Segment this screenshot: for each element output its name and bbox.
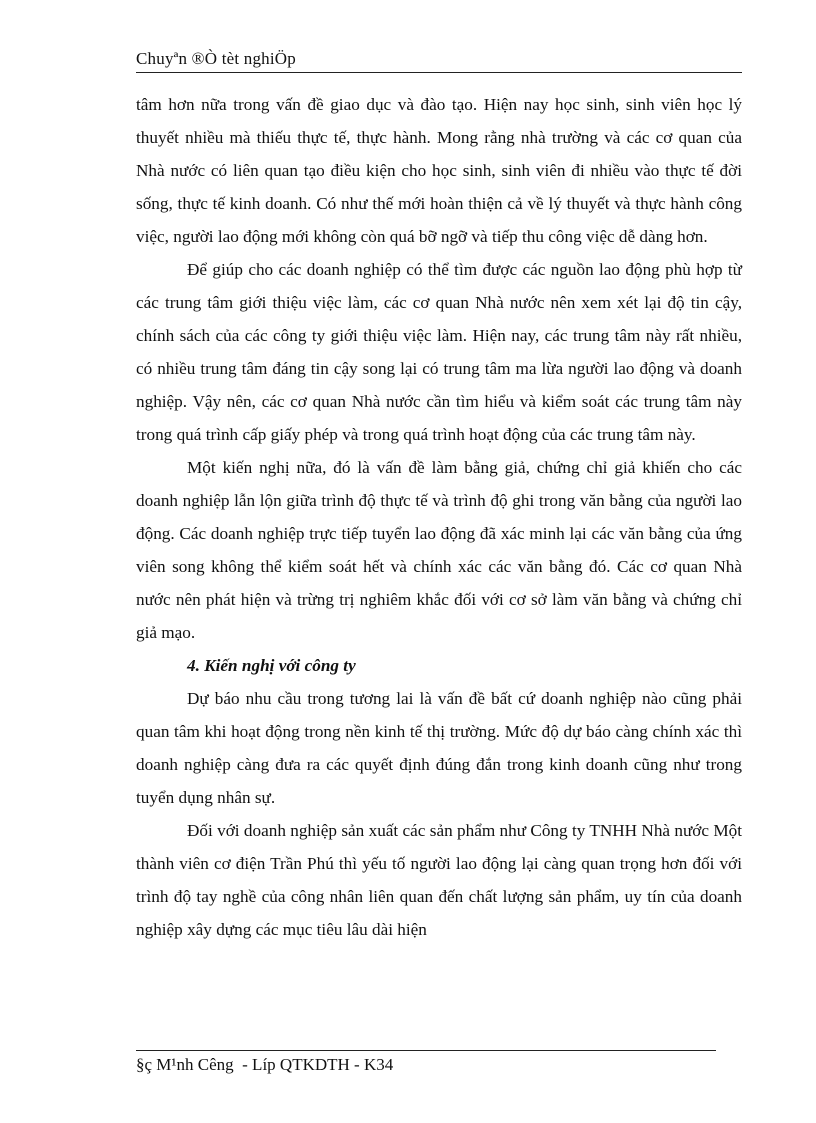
page-header: [136, 48, 742, 73]
paragraph-tran-phu: Đối với doanh nghiệp sản xuất các sản phẩm như Công ty TNHH Nhà nước Một thành viên cơ điện Trần Phú thì yếu tố người lao động lại càng quan trọng hơn đối với trình độ tay nghề của công nhân liên quan đến chất lượng sản phẩm, uy tín của doanh nghiệp xây dựng các mục tiêu lâu dài hiện: [136, 821, 742, 939]
page-footer: [136, 1050, 716, 1074]
header-title: Chuyªn ®Ò tèt nghiÖp: [136, 49, 296, 68]
paragraph-fake-degrees: Một kiến nghị nữa, đó là vấn đề làm bằng giả, chứng chỉ giả khiến cho các doanh nghiệp lẫn lộn giữa trình độ thực tế và trình độ ghi trong văn bằng của người lao động. Các doanh nghiệp trực tiếp tuyển lao động đã xác minh lại các văn bằng của ứng viên song không thể kiểm soát hết và chính xác các văn bằng đó. Các cơ quan Nhà nước nên phát hiện và trừng trị nghiêm khắc đối với cơ sở làm văn bằng và chứng chỉ giả mạo.: [136, 458, 742, 642]
paragraph-continuation: tâm hơn nữa trong vấn đề giao dục và đào tạo. Hiện nay học sinh, sinh viên học lý thuyết nhiều mà thiếu thực tế, thực hành. Mong rằng nhà trường và các cơ quan của Nhà nước có liên quan tạo điều kiện cho học sinh, sinh viên đi nhiều vào thực tế đời sống, thực tế kinh doanh. Có như thế mới hoàn thiện cả về lý thuyết và thực hành công việc, người lao động mới không còn quá bỡ ngỡ và tiếp thu công việc dễ dàng hơn.: [136, 95, 742, 246]
document-body: [136, 88, 742, 946]
section-heading: 4. Kiến nghị với công ty: [187, 656, 356, 675]
paragraph-job-centers: Để giúp cho các doanh nghiệp có thể tìm được các nguồn lao động phù hợp từ các trung tâm giới thiệu việc làm, các cơ quan Nhà nước nên xem xét lại độ tin cậy, chính sách của các công ty giới thiệu việc làm. Hiện nay, các trung tâm này rất nhiều, có nhiều trung tâm đáng tin cậy song lại có trung tâm ma lừa người lao động và doanh nghiệp. Vậy nên, các cơ quan Nhà nước cần tìm hiểu và kiểm soát các trung tâm này trong quá trình cấp giấy phép và trong quá trình hoạt động của các trung tâm này.: [136, 260, 742, 444]
paragraph-forecast: Dự báo nhu cầu trong tương lai là vấn đề bất cứ doanh nghiệp nào cũng phải quan tâm khi hoạt động trong nền kinh tế thị trường. Mức độ dự báo càng chính xác thì doanh nghiệp càng đưa ra các quyết định đúng đắn trong kinh doanh cũng như trong tuyển dụng nhân sự.: [136, 689, 742, 807]
footer-author: §ç M¹nh Cêng - Líp QTKDTH - K34: [136, 1055, 394, 1074]
